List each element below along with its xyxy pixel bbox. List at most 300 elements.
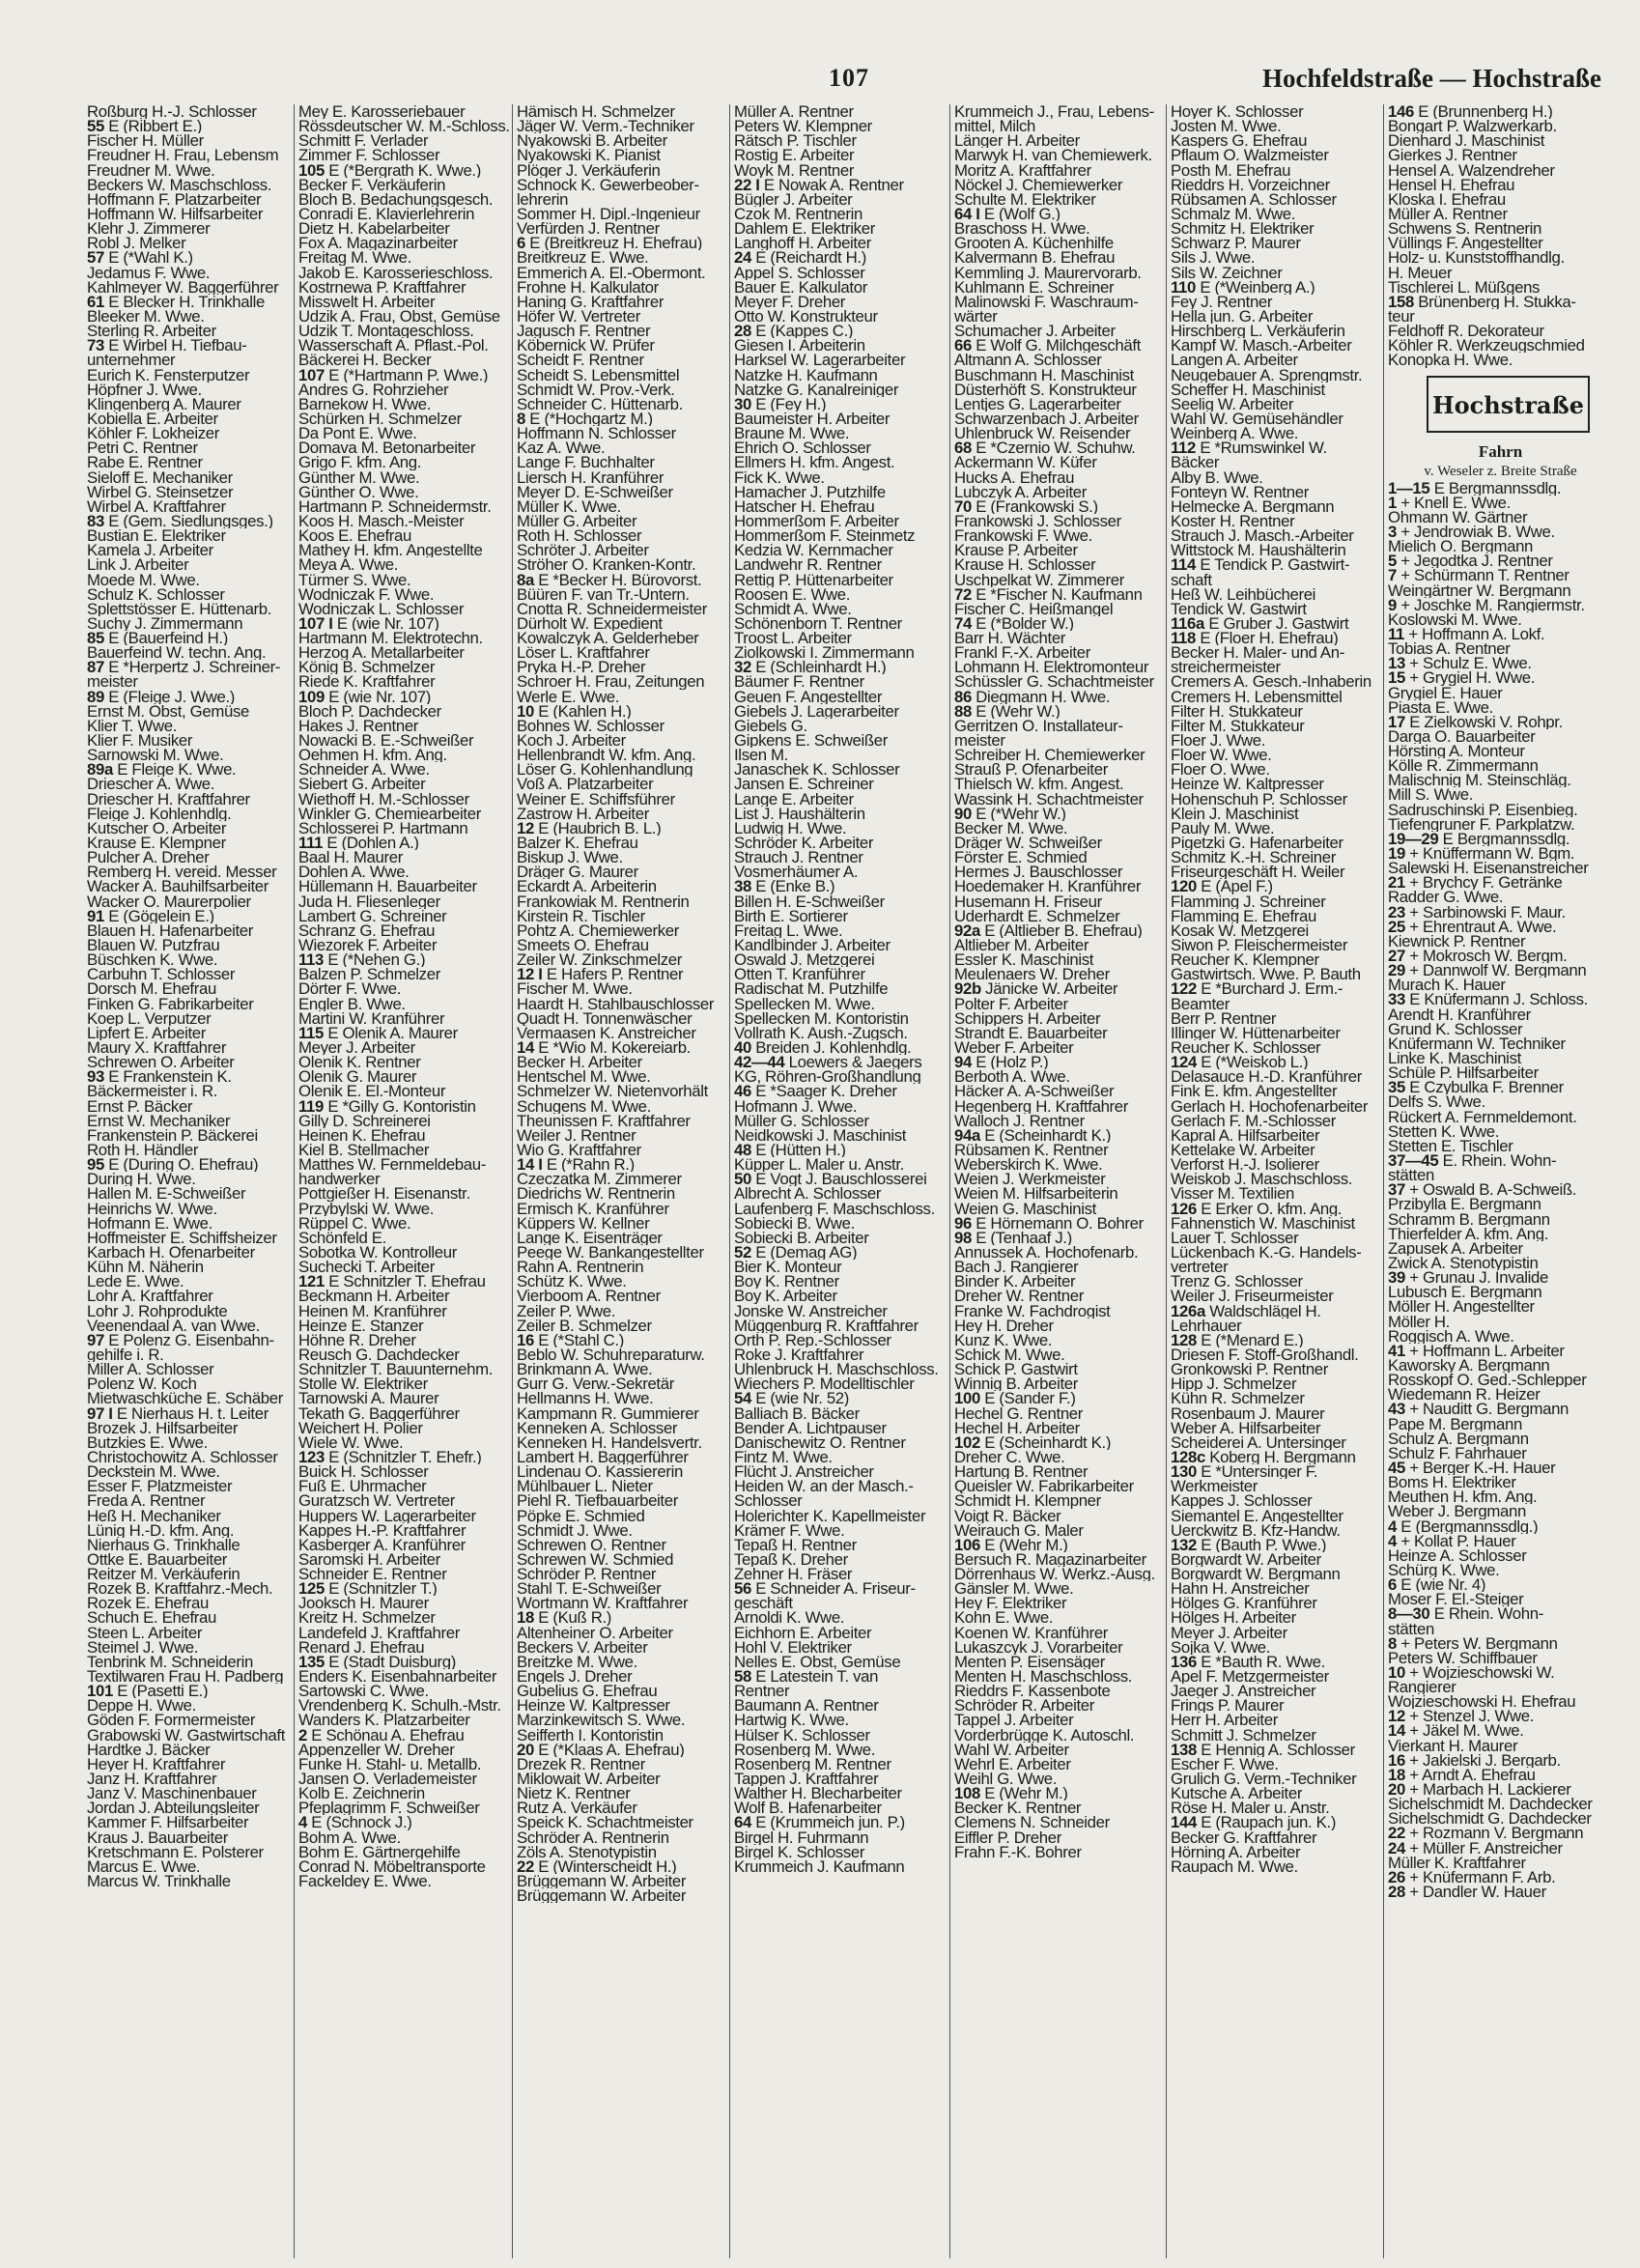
directory-entry: Malinowski F. Waschraum-	[954, 294, 1139, 309]
directory-entry: Diedrichs W. Rentnerin	[517, 1186, 675, 1202]
directory-entry: Pigetzki G. Hafenarbeiter	[1171, 836, 1343, 851]
house-number: 29	[1388, 963, 1405, 978]
directory-entry: Enders K. Eisenbahnarbeiter	[298, 1669, 497, 1685]
directory-entry: Breitzke M. Wwe.	[517, 1654, 637, 1670]
directory-entry: Schugens M. Wwe.	[517, 1098, 651, 1114]
directory-entry: Schnock K. Gewerbeober-	[517, 177, 699, 192]
directory-entry: 101 E (Pasetti E.)	[87, 1684, 209, 1699]
directory-entry: unternehmer	[87, 353, 176, 368]
directory-entry: Flücht J. Anstreicher	[734, 1464, 874, 1480]
directory-entry: Strauch J. Masch.-Arbeiter	[1171, 528, 1354, 544]
directory-entry: Balzen P. Schmelzer	[298, 967, 440, 982]
directory-entry: Suchy J. Zimmermann	[87, 615, 243, 632]
directory-entry: Hey H. Dreher	[954, 1318, 1054, 1333]
directory-entry: Marcus W. Trinkhalle	[87, 1874, 231, 1889]
directory-entry: Hohenschuh P. Schlosser	[1171, 791, 1347, 807]
directory-entry: Fey J. Rentner	[1171, 294, 1273, 309]
house-number: 3	[1388, 524, 1397, 540]
directory-entry: Bier K. Monteur	[734, 1260, 842, 1275]
directory-entry: 126 E Erker O. kfm. Ang.	[1171, 1201, 1343, 1216]
directory-entry: 18 E (Kuß R.)	[517, 1610, 612, 1626]
directory-entry: Freda A. Rentner	[87, 1493, 206, 1509]
direction-label: Fahrn	[1478, 441, 1523, 461]
directory-entry: Becker K. Rentner	[954, 1800, 1082, 1816]
directory-entry: Schwens S. Rentnerin	[1388, 221, 1542, 237]
directory-entry: 10 E (Kahlen H.)	[517, 703, 632, 719]
house-number: 21	[1388, 875, 1405, 891]
directory-entry: Radder G. Wwe.	[1388, 890, 1504, 905]
directory-entry: Jansen O. Verlademeister	[298, 1772, 477, 1787]
directory-entry: Nyakowski K. Pianist	[517, 148, 661, 163]
directory-entry: Janaschek K. Schlosser	[734, 762, 900, 778]
directory-entry: Zwick A. Stenotypistin	[1388, 1255, 1539, 1271]
directory-entry: Rübsamen K. Rentner	[954, 1142, 1109, 1158]
directory-entry: Hey F. Elektriker	[954, 1596, 1067, 1611]
directory-entry: Sobiecki B. Wwe.	[734, 1215, 855, 1231]
directory-entry: Braschoss H. Wwe.	[954, 221, 1090, 237]
directory-entry: 70 E (Frankowski S.)	[954, 498, 1098, 514]
directory-entry: Löser G. Kohlenhandlung	[517, 762, 693, 778]
house-number: 25	[1388, 919, 1405, 934]
directory-entry: 8 + Peters W. Bergmann	[1388, 1635, 1558, 1651]
directory-entry: Koenen W. Kranführer	[954, 1625, 1109, 1640]
house-number: 61	[87, 294, 104, 309]
directory-entry: Küppers W. Kellner	[517, 1215, 650, 1231]
directory-entry: Pottgießer H. Eisenanstr.	[298, 1186, 470, 1202]
directory-entry: Rosenberg M. Wwe.	[734, 1742, 876, 1757]
directory-entry: Schüssler G. Schachtmeister	[954, 674, 1154, 690]
directory-entry: Bloch B. Bedachungsgesch.	[298, 191, 494, 207]
directory-entry: Frankowiak M. Rentnerin	[517, 893, 690, 909]
directory-entry: 4 + Kollat P. Hauer	[1388, 1533, 1516, 1548]
directory-entry: Woyk M. Rentner	[734, 162, 855, 178]
directory-entry: Textilwaren Frau H. Padberg	[87, 1669, 284, 1685]
house-number: 37—45	[1388, 1153, 1439, 1169]
house-number: 13	[1388, 656, 1405, 671]
directory-entry: 94a E (Scheinhardt K.)	[954, 1127, 1112, 1143]
directory-entry: teur	[1388, 308, 1415, 325]
directory-entry: Günther O. Wwe.	[298, 484, 419, 499]
directory-entry: Deckstein M. Wwe.	[87, 1464, 220, 1480]
house-number: 91	[87, 908, 104, 923]
directory-entry: Baumeister H. Arbeiter	[734, 411, 891, 427]
directory-entry: Reusch G. Dachdecker	[298, 1347, 460, 1363]
directory-entry: Werkmeister	[1171, 1479, 1258, 1494]
directory-entry: Tendick W. Gastwirt	[1171, 601, 1307, 616]
directory-entry: Schick P. Gastwirt	[954, 1362, 1078, 1377]
directory-entry: Kobiella E. Arbeiter	[87, 411, 218, 427]
directory-entry: Driescher A. Wwe.	[87, 777, 215, 792]
directory-entry: Raupach M. Wwe.	[1171, 1858, 1298, 1875]
directory-entry: Eiffler P. Dreher	[954, 1829, 1061, 1845]
directory-entry: 1 + Knell E. Wwe.	[1388, 495, 1511, 510]
directory-entry: 107 E (*Hartmann P. Wwe.)	[298, 367, 489, 383]
directory-entry: Jakob E. Karosserieschloss.	[298, 265, 494, 280]
directory-entry: Bäumer F. Rentner	[734, 674, 864, 690]
directory-entry: Freitag M. Wwe.	[298, 250, 411, 266]
house-number: 22	[517, 1858, 534, 1875]
directory-entry: 38 E (Enke B.)	[734, 879, 835, 894]
directory-entry: Sterling R. Arbeiter	[87, 324, 216, 339]
directory-entry: Vierkant H. Maurer	[1388, 1738, 1518, 1753]
directory-entry: Olenik E. El.-Monteur	[298, 1084, 446, 1099]
directory-entry: Breitkreuz E. Wwe.	[517, 250, 649, 266]
directory-entry: Laufenberg F. Maschschloss.	[734, 1201, 935, 1216]
directory-entry: 105 E (*Bergrath K. Wwe.)	[298, 162, 481, 178]
directory-entry: Schwarzenbach J. Arbeiter	[954, 411, 1139, 427]
directory-entry: Annussek A. Hochofenarb.	[954, 1244, 1139, 1261]
directory-entry: Büschken K. Wwe.	[87, 952, 218, 968]
directory-entry: Lentjes G. Lagerarbeiter	[954, 396, 1121, 411]
directory-entry: 64 E (Krummeich jun. P.)	[734, 1815, 905, 1830]
house-number: 114	[1171, 557, 1197, 573]
directory-entry: Krämer F. Wwe.	[734, 1522, 845, 1538]
directory-entry: Kammer F. Hilfsarbeiter	[87, 1815, 249, 1830]
directory-entry: Linke K. Maschinist	[1388, 1051, 1521, 1066]
directory-entry: Hüllemann H. Bauarbeiter	[298, 879, 477, 894]
directory-entry: 97 I E Nierhaus H. t. Leiter	[87, 1405, 269, 1421]
directory-entry: Sartowski C. Wwe.	[298, 1684, 429, 1699]
directory-entry: Koep L. Verputzer	[87, 1010, 212, 1026]
directory-entry: 20 + Marbach H. Lackierer	[1388, 1782, 1571, 1798]
house-number: 10	[1388, 1664, 1405, 1681]
directory-entry: Kloska I. Ehefrau	[1388, 191, 1506, 207]
directory-entry: Matthes W. Fernmeldebau-	[298, 1157, 486, 1173]
directory-entry: Hardtke J. Bäcker	[87, 1742, 211, 1757]
directory-entry: Spellecken M. Kontoristin	[734, 1010, 909, 1026]
directory-entry: Christochowitz A. Schlosser	[87, 1449, 278, 1465]
directory-entry: Schuch E. Ehefrau	[87, 1610, 216, 1626]
directory-entry: 126a Waldschlägel H.	[1171, 1303, 1321, 1318]
directory-entry: Josten M. Wwe.	[1171, 119, 1282, 134]
directory-entry: Wacker A. Bauhilfsarbeiter	[87, 879, 269, 894]
house-number: 126	[1171, 1201, 1197, 1216]
directory-entry: Schroer H. Frau, Zeitungen	[517, 674, 705, 690]
directory-entry: Udzik A. Frau, Obst, Gemüse	[298, 308, 500, 325]
directory-entry: Marwyk H. van Chemiewerk.	[954, 148, 1152, 163]
house-number: 48	[734, 1142, 751, 1158]
directory-entry: Weber J. Bergmann	[1388, 1504, 1526, 1519]
directory-entry: Rätsch P. Tischler	[734, 133, 857, 149]
house-number: 45	[1388, 1460, 1405, 1476]
directory-entry: Plöger J. Verkäuferin	[517, 162, 661, 178]
directory-entry: Altmann A. Schlosser	[954, 353, 1102, 368]
directory-entry: Länger H. Arbeiter	[954, 133, 1080, 149]
directory-entry: H. Meuer	[1388, 265, 1453, 280]
directory-entry: Frings P. Maurer	[1171, 1698, 1285, 1714]
directory-entry: 136 E *Bauth R. Wwe.	[1171, 1654, 1325, 1670]
directory-entry: Konopka H. Wwe.	[1388, 353, 1513, 368]
directory-entry: Boy K. Arbeiter	[734, 1289, 837, 1304]
directory-entry: Olenik K. Rentner	[298, 1055, 421, 1070]
directory-entry: 98 E (Tenhaaf J.)	[954, 1230, 1072, 1245]
directory-entry: Hellenbrandt W. kfm. Ang.	[517, 748, 696, 763]
directory-entry: Trenz G. Schlosser	[1171, 1274, 1303, 1290]
directory-entry: Pohtz A. Chemiewerker	[517, 922, 679, 939]
directory-entry: Grygiel E. Hauer	[1388, 685, 1503, 700]
directory-entry: Sobiecki B. Arbeiter	[734, 1230, 869, 1245]
house-number: 14	[517, 1040, 534, 1056]
directory-entry: 37 + Oswald B. A-Schweiß.	[1388, 1182, 1577, 1198]
directory-entry: Kappes H.-P. Kraftfahrer	[298, 1522, 467, 1538]
house-number: 12 I	[517, 967, 543, 982]
directory-entry: Jordan J. Abteilungsleiter	[87, 1800, 260, 1816]
directory-entry: 110 E (*Weinberg A.)	[1171, 279, 1315, 295]
directory-entry: Hegenberg H. Kraftfahrer	[954, 1098, 1129, 1114]
directory-entry: Schürg K. Wwe.	[1388, 1562, 1500, 1578]
directory-entry: Verfürden J. Rentner	[517, 221, 660, 237]
house-number: 66	[954, 338, 972, 354]
running-head: Hochfeldstraße — Hochstraße	[1262, 64, 1601, 93]
directory-entry: Udzik T. Montageschloss.	[298, 324, 474, 339]
directory-entry: Kalvermann B. Ehefrau	[954, 250, 1116, 266]
house-number: 56	[734, 1581, 751, 1597]
directory-entry: Sojka V. Wwe.	[1171, 1639, 1271, 1655]
directory-entry: Tekath G. Baggerführer	[298, 1405, 460, 1421]
house-number: 107 I	[298, 615, 333, 632]
house-number: 2	[298, 1727, 307, 1743]
house-number: 106	[954, 1537, 980, 1552]
directory-entry: Grund K. Schlosser	[1388, 1021, 1523, 1036]
directory-entry: Schrewen O. Arbeiter	[87, 1055, 235, 1070]
house-number: 89	[87, 689, 104, 704]
directory-entry: Herzog A. Metallarbeiter	[298, 645, 465, 661]
directory-entry: Weien G. Maschinist	[954, 1201, 1096, 1216]
directory-entry: Lauer T. Schlosser	[1171, 1230, 1299, 1245]
directory-entry: Schulte M. Elektriker	[954, 191, 1096, 207]
directory-entry: Wittstock M. Haushälterin	[1171, 543, 1346, 558]
directory-entry: 24 E (Reichardt H.)	[734, 250, 866, 266]
directory-entry: Dräger G. Maurer	[517, 865, 638, 880]
directory-entry: 14 + Jäkel M. Wwe.	[1388, 1723, 1524, 1739]
directory-entry: Krause E. Klempner	[87, 836, 226, 851]
directory-entry: Funke H. Stahl- u. Metallb.	[298, 1756, 482, 1772]
directory-entry: Ehrich O. Schlosser	[734, 440, 871, 456]
directory-entry: List J. Haushälterin	[734, 806, 865, 821]
directory-entry: Klier T. Wwe.	[87, 718, 178, 734]
directory-entry: Eckardt A. Arbeiterin	[517, 879, 657, 894]
directory-entry: 138 E Hennig A. Schlosser	[1171, 1742, 1355, 1757]
directory-entry: Löser L. Kraftfahrer	[517, 645, 650, 661]
directory-entry: vertreter	[1171, 1260, 1229, 1275]
directory-entry: Frankenstein P. Bäckerei	[87, 1127, 258, 1143]
directory-entry: Weingärtner W. Bergmann	[1388, 582, 1571, 598]
directory-entry: 97 E Polenz G. Eisenbahn-	[87, 1332, 274, 1347]
directory-entry: Janz V. Maschinenbauer	[87, 1786, 257, 1801]
directory-entry: Bloch P. Dachdecker	[298, 703, 441, 719]
directory-entry: Altenheiner O. Arbeiter	[517, 1625, 673, 1640]
directory-entry: Kretschmann E. Polsterer	[87, 1844, 264, 1859]
directory-entry: Hella jun. G. Arbeiter	[1171, 308, 1314, 325]
directory-entry: Bauerfeind W. techn. Ang.	[87, 645, 267, 661]
directory-entry: 95 E (During O. Ehefrau)	[87, 1157, 259, 1173]
house-number: 40	[734, 1040, 751, 1056]
house-number: 94	[954, 1055, 972, 1070]
house-number: 92b	[954, 981, 981, 997]
directory-entry: Franke W. Fachdrogist	[954, 1303, 1111, 1318]
directory-entry: Höfer W. Vertreter	[517, 308, 640, 325]
directory-entry: Schmelzer W. Nietenvorhält	[517, 1084, 708, 1099]
directory-entry: Ziolkowski I. Zimmermann	[734, 645, 915, 661]
directory-entry: Schulz K. Schlosser	[87, 586, 225, 602]
directory-entry: Berr P. Rentner	[1171, 1010, 1277, 1026]
directory-entry: Hofmann E. Wwe.	[87, 1215, 212, 1231]
directory-entry: Rabe E. Rentner	[87, 455, 203, 470]
house-number: 5	[1388, 553, 1397, 569]
directory-entry: Carbuhn T. Schlosser	[87, 967, 236, 982]
directory-entry: Schippers H. Arbeiter	[954, 1010, 1101, 1026]
directory-entry: Wahl W. Gemüsehändler	[1171, 411, 1343, 427]
house-number: 158	[1388, 294, 1414, 309]
directory-entry: Schröter J. Arbeiter	[517, 543, 649, 558]
directory-entry: Schumacher J. Arbeiter	[954, 324, 1116, 339]
direction-range: v. Weseler z. Breite Straße	[1424, 463, 1577, 479]
page-header	[0, 0, 1640, 106]
directory-entry: Moede M. Wwe.	[87, 572, 200, 587]
directory-entry: Czok M. Rentnerin	[734, 206, 863, 222]
directory-entry: Nierhaus G. Trinkhalle	[87, 1537, 240, 1552]
directory-entry: Speick K. Schachtmeister	[517, 1815, 693, 1830]
directory-entry: Kohn E. Wwe.	[954, 1610, 1054, 1626]
directory-entry: Nelles E. Obst, Gemüse	[734, 1654, 901, 1670]
directory-entry: 19 + Knüffermann W. Bgm.	[1388, 846, 1575, 862]
directory-entry: Hartwig K. Wwe.	[734, 1713, 849, 1728]
directory-entry: Schütz K. Wwe.	[517, 1274, 627, 1290]
directory-entry: Dürholt W. Expedient	[517, 615, 663, 632]
directory-entry: Lückenbach K.-G. Handels-	[1171, 1244, 1362, 1261]
directory-entry: Kampf W. Masch.-Arbeiter	[1171, 338, 1352, 354]
directory-entry: Salewski H. Eisenanstreicher	[1388, 861, 1589, 876]
directory-entry: Heß W. Leihbücherei	[1171, 586, 1316, 602]
directory-entry: Brüggemann W. Arbeiter	[517, 1888, 687, 1904]
directory-entry: Hechel G. Rentner	[954, 1405, 1084, 1421]
directory-entry: Boy K. Rentner	[734, 1274, 839, 1290]
house-number: 19	[1388, 846, 1405, 862]
directory-entry: Moser F. El.-Steiger	[1388, 1592, 1524, 1607]
directory-entry: Vüllings F. Angestellter	[1388, 236, 1543, 251]
directory-entry: Kreitz H. Schmelzer	[298, 1610, 436, 1626]
directory-entry: Weinberg A. Wwe.	[1171, 426, 1299, 441]
house-number: 138	[1171, 1742, 1197, 1757]
directory-entry: Meyer J. Arbeiter	[1171, 1625, 1287, 1640]
house-number: 20	[517, 1742, 534, 1757]
house-number: 24	[1388, 1840, 1405, 1856]
directory-entry: 33 E Knüfermann J. Schloss.	[1388, 992, 1588, 1007]
directory-entry: Schürken H. Schmelzer	[298, 411, 462, 427]
house-number: 19—29	[1388, 831, 1439, 847]
directory-entry: 85 E (Bauerfeind H.)	[87, 631, 228, 646]
directory-entry: Düsterhöft S. Konstrukteur	[954, 382, 1137, 397]
house-number: 50	[734, 1172, 751, 1187]
directory-entry: 52 E (Demag AG)	[734, 1244, 858, 1261]
directory-entry: Schmitz H. Elektriker	[1171, 221, 1315, 237]
directory-entry: Köbernick W. Prüfer	[517, 338, 655, 354]
directory-entry: 128 E (*Menard E.)	[1171, 1332, 1304, 1347]
directory-entry: Müller G. Schlosser	[734, 1113, 869, 1128]
house-number: 8	[517, 411, 525, 427]
directory-entry: Siebert G. Arbeiter	[298, 777, 426, 792]
directory-entry: Koch J. Arbeiter	[517, 733, 626, 749]
directory-entry: 125 E (Schnitzler T.)	[298, 1581, 438, 1597]
directory-entry: Frohne H. Kalkulator	[517, 279, 659, 295]
directory-entry: Dorsch M. Ehefrau	[87, 981, 216, 997]
directory-entry: Kaz A. Wwe.	[517, 440, 606, 456]
directory-entry: Karbach H. Ofenarbeiter	[87, 1244, 255, 1261]
directory-entry: 109 E (wie Nr. 107)	[298, 689, 431, 704]
directory-entry: Hensel H. Ehefrau	[1388, 177, 1515, 192]
directory-entry: Sommer H. Dipl.-Ingenieur	[517, 206, 700, 222]
directory-entry: Weber A. Hilfsarbeiter	[1171, 1420, 1321, 1435]
directory-entry: Albrecht A. Schlosser	[734, 1186, 882, 1202]
house-number: 32	[734, 660, 751, 675]
directory-entry: 10 + Wojzieschowski W.	[1388, 1664, 1555, 1681]
directory-entry: Klier F. Musiker	[87, 733, 193, 749]
directory-entry: Gronkowski P. Rentner	[1171, 1362, 1329, 1377]
directory-entry: Tepaß H. Rentner	[734, 1537, 857, 1552]
directory-entry: 12 E (Haubrich B. L.)	[517, 820, 662, 836]
directory-entry: Lohmann H. Elektromonteur	[954, 660, 1149, 675]
directory-entry: Meyer D. E-Schweißer	[517, 484, 673, 499]
directory-entry: 108 E (Wehr M.)	[954, 1786, 1068, 1801]
directory-entry: Natzke H. Kaufmann	[734, 367, 878, 383]
house-number: 24	[734, 250, 751, 266]
house-number: 6	[517, 236, 525, 251]
directory-entry: 12 I E Hafers P. Rentner	[517, 967, 684, 982]
directory-entry: Hakes J. Rentner	[298, 718, 419, 734]
directory-entry: Floer W. Wwe.	[1171, 748, 1272, 763]
house-number: 43	[1388, 1402, 1405, 1417]
directory-entry: Reitzer M. Verkäuferin	[87, 1567, 240, 1582]
house-number: 16	[1388, 1752, 1405, 1768]
house-number: 8—30	[1388, 1606, 1430, 1622]
directory-entry: Kirstein R. Tischler	[517, 908, 645, 923]
directory-entry: Delfs S. Wwe.	[1388, 1094, 1485, 1110]
directory-entry: Klein J. Maschinist	[1171, 806, 1299, 821]
directory-entry: Schröder A. Rentnerin	[517, 1829, 669, 1845]
directory-entry: Hoffmann N. Schlosser	[517, 426, 676, 441]
directory-entry: Filter H. Stukkateur	[1171, 703, 1303, 719]
directory-entry: Husemann H. Friseur	[954, 893, 1102, 909]
directory-entry: Siwon P. Fleischermeister	[1171, 938, 1348, 953]
directory-entry: 112 E *Rumswinkel W.	[1171, 440, 1327, 456]
directory-entry: Sils W. Zeichner	[1171, 265, 1283, 280]
directory-entry: Baal H. Maurer	[298, 850, 403, 865]
house-number: 17	[1388, 714, 1405, 729]
directory-entry: Schnitzler T. Bauunternehm.	[298, 1362, 494, 1377]
directory-entry: Lipfert E. Arbeiter	[87, 1025, 207, 1040]
directory-entry: Zeiler P. Wwe.	[517, 1303, 616, 1318]
directory-entry: Menten H. Maschschloss.	[954, 1669, 1133, 1685]
directory-entry: Mietwaschküche E. Schäber	[87, 1391, 283, 1406]
directory-entry: Driesen F. Stoff-Großhandl.	[1171, 1347, 1359, 1363]
directory-entry: 28 + Dandler W. Hauer	[1388, 1885, 1546, 1900]
directory-entry: Harksel W. Lagerarbeiter	[734, 353, 906, 368]
directory-entry: Schmitt F. Verlader	[298, 133, 429, 149]
house-number: 28	[734, 324, 751, 339]
directory-entry: 100 E (Sander F.)	[954, 1391, 1076, 1406]
house-number: 72	[954, 586, 972, 602]
house-number: 135	[298, 1654, 325, 1670]
house-number: 4	[1388, 1518, 1397, 1534]
directory-entry: Ohmann W. Gärtner	[1388, 509, 1528, 524]
directory-entry: 86 Diegmann H. Wwe.	[954, 689, 1111, 704]
directory-entry: Weiler J. Friseurmeister	[1171, 1289, 1334, 1304]
directory-column-1	[87, 104, 292, 2258]
directory-entry: Lange F. Buchhalter	[517, 455, 655, 470]
directory-entry: 92b Jänicke W. Arbeiter	[954, 981, 1118, 997]
directory-entry: Cremers A. Gesch.-Inhaberin	[1171, 674, 1371, 690]
directory-entry: 12 + Stenzel J. Wwe.	[1388, 1709, 1535, 1724]
